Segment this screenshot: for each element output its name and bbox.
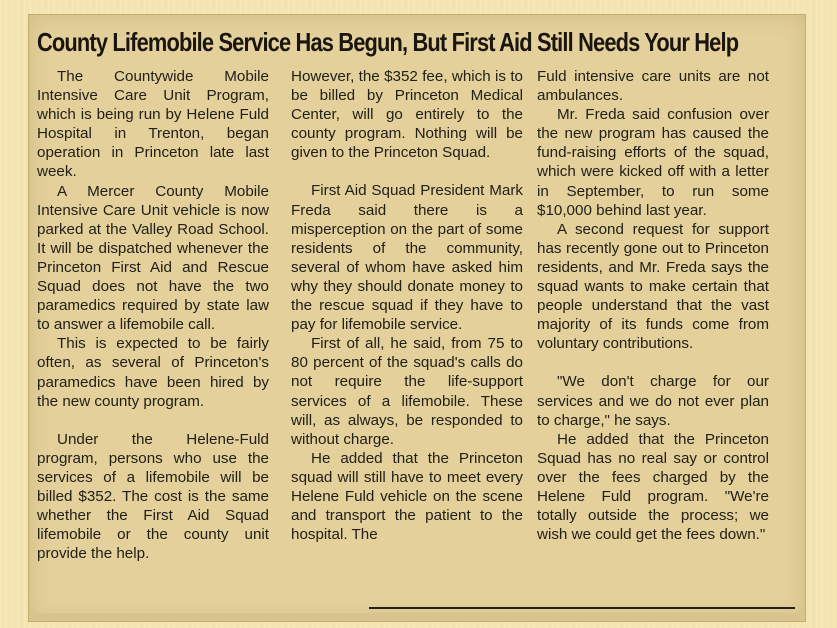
paragraph: First Aid Squad President Mark Freda said there is a misperception on the part of some residents of the community, several of whom have asked him why they should donate money to the rescue squad if they have to pay for lifemobile service.: [291, 182, 523, 334]
article-column-1: [37, 67, 269, 563]
paragraph: Fuld intensive care units are not ambulances.: [537, 68, 769, 105]
paragraph: A second request for support has recently gone out to Princeton residents, and Mr. Freda says the squad wants to make certain that people understand that the vast majority of its funds come from voluntary contributions.: [537, 220, 769, 353]
torn-edge: [29, 613, 805, 621]
article-column-2: [291, 67, 523, 544]
paragraph: He added that the Princeton squad will still have to meet every Helene Fuld vehicle on the scene and transport the patient to the hospital. The: [291, 449, 523, 544]
bottom-rule: [369, 607, 795, 609]
paragraph: He added that the Princeton Squad has no real say or control over the fees charged by the Helene Fuld program. "We're totally outside the process; we wish we could get the fees down.": [537, 430, 769, 544]
paragraph: Mr. Freda said confusion over the new program has caused the fund-raising efforts of the squad, which were kicked off with a letter in September, to run some $10,000 behind last year.: [537, 106, 769, 219]
paragraph: Under the Helene-Fuld program, persons who use the services of a lifemobile will be billed $352. The cost is the same whether the First Aid Squad lifemobile or the county unit provide the help.: [37, 430, 269, 563]
paragraph: The Countywide Mobile Intensive Care Unit Program, which is being run by Helene Fuld Hospital in Trenton, began operation in Princeton late last week.: [37, 68, 269, 181]
headline: County Lifemobile Service Has Begun, But First Aid Still Needs Your Help: [37, 27, 739, 57]
article-column-3: [537, 67, 769, 544]
paragraph: However, the $352 fee, which is to be billed by Princeton Medical Center, will go entirely to the county program. Nothing will be given to the Princeton Squad.: [291, 68, 523, 162]
paragraph: A Mercer County Mobile Intensive Care Unit vehicle is now parked at the Valley Road School. It will be dispatched whenever the Princeton First Aid and Rescue Squad does not have the two paramedics required by state law to answer a lifemobile call.: [37, 182, 269, 334]
paragraph: This is expected to be fairly often, as several of Princeton's paramedics have been hired by the new county program.: [37, 335, 269, 410]
paragraph: "We don't charge for our services and we do not ever plan to charge," he says.: [537, 373, 769, 429]
newspaper-clipping: [28, 14, 806, 622]
paragraph: First of all, he said, from 75 to 80 percent of the squad's calls do not require the life-support services of a lifemobile. These will, as always, be responded to without charge.: [291, 335, 523, 448]
